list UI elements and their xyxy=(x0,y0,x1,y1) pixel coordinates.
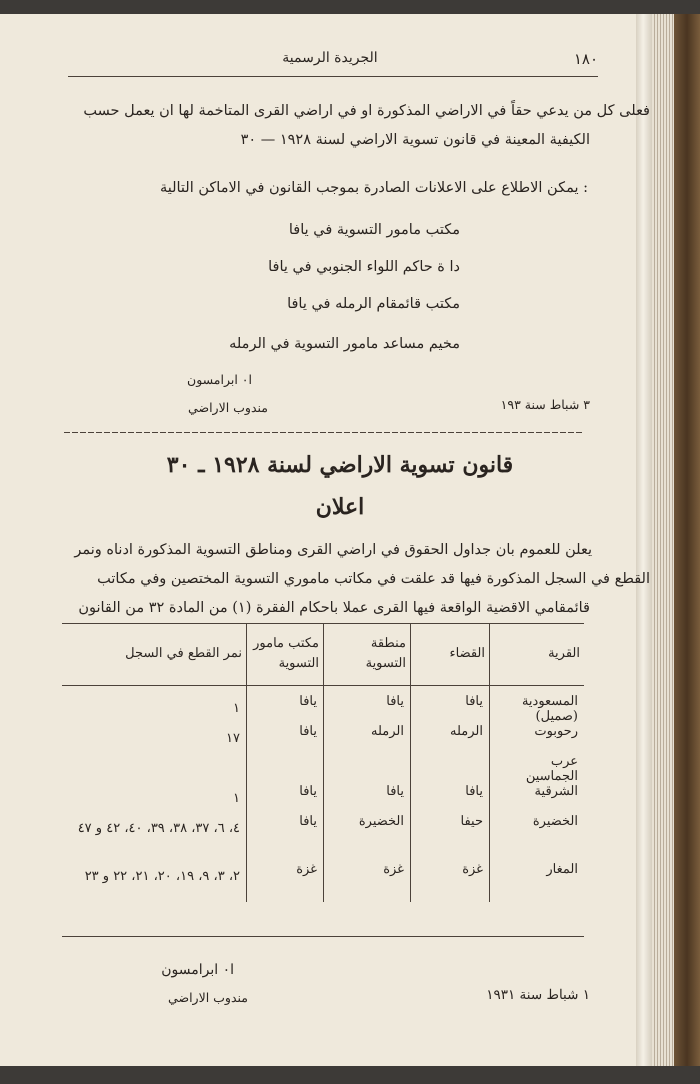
cell-office: يافا xyxy=(247,784,324,814)
cell-zone: يافا xyxy=(324,686,411,725)
table-row xyxy=(62,814,584,844)
notice-subheading: اعلان xyxy=(315,494,365,520)
cell-office: يافا xyxy=(247,724,324,754)
book-cover-edge xyxy=(674,0,700,1084)
top-border xyxy=(0,0,700,14)
notice-text-line-3: قائمقامي الاقضية الواقعة فيها القرى عملا باحكام الفقرة (١) من المادة ٣٢ من القانون xyxy=(78,600,590,616)
cell-zone: غزة xyxy=(324,844,411,902)
cell-zone: يافا xyxy=(324,784,411,814)
cell-parcels: ٤، ٦، ٣٧، ٣٨، ٣٩، ٤٠، ٤٢ و ٤٧ xyxy=(62,814,247,844)
cell-office: يافا xyxy=(247,814,324,844)
places-intro: يمكن الاطلاع على الاعلانات الصادرة بموجب القانون في الاماكن التالية : xyxy=(159,180,588,196)
page-number: ١٨٠ xyxy=(573,50,598,68)
cell-qada: الرمله xyxy=(411,724,490,754)
cell-qada: يافا xyxy=(411,784,490,814)
gazette-title: الجريدة الرسمية xyxy=(282,50,378,66)
table-header-row xyxy=(62,623,584,686)
signatory-name: ا٠ ابرامسون xyxy=(161,962,234,978)
notice-heading: قانون تسوية الاراضي لسنة ١٩٢٨ ـ ٣٠ xyxy=(166,452,514,478)
table-bottom-rule xyxy=(62,936,584,937)
cell-village: الشرقية xyxy=(534,784,578,799)
cell-qada xyxy=(411,754,490,784)
notice-text-line-2: القطع في السجل المذكورة فيها قد علقت في مكاتب ماموري التسوية المختصين وفي مكاتب xyxy=(97,571,650,587)
place-item: مكتب قائمقام الرمله في يافا xyxy=(287,296,460,312)
cell-office: غزة xyxy=(247,844,324,902)
header-rule xyxy=(68,76,598,77)
bottom-border xyxy=(0,1066,700,1084)
cell-parcels: ٢، ٣، ٩، ١٩، ٢٠، ٢١، ٢٢ و ٢٣ xyxy=(62,844,247,902)
paragraph-1-line-1: فعلى كل من يدعي حقاً في الاراضي المذكورة او في اراضي القرى المتاخمة لها ان يعمل حسب xyxy=(83,103,650,119)
col-qada: القضاء xyxy=(411,623,490,686)
table-row xyxy=(62,724,584,754)
notice-date: ٣ شباط سنة ١٩٣ xyxy=(500,397,590,412)
cell-parcels: ١٧ xyxy=(62,724,247,754)
signatory-title: مندوب الاراضي xyxy=(188,400,268,415)
section-divider xyxy=(64,432,584,433)
signatory-name: ا٠ ابرامسون xyxy=(187,372,252,387)
table-row xyxy=(62,686,584,725)
cell-office xyxy=(247,754,324,784)
col-office: مكتب مامور التسوية xyxy=(247,623,324,686)
cell-zone: الرمله xyxy=(324,724,411,754)
paragraph-1-line-2: الكيفية المعينة في قانون تسوية الاراضي لسنة ١٩٢٨ — ٣٠ xyxy=(240,132,590,148)
notice-date: ١ شباط سنة ١٩٣١ xyxy=(486,987,590,1003)
cell-qada: حيفا xyxy=(411,814,490,844)
signatory-title: مندوب الاراضي xyxy=(168,990,248,1005)
place-item: مكتب مامور التسوية في يافا xyxy=(288,222,460,238)
cell-village: المسعودية (صميل) xyxy=(521,694,578,724)
cell-qada: غزة xyxy=(411,844,490,902)
table-row xyxy=(62,784,584,814)
cell-village: المغار xyxy=(546,862,578,877)
cell-village: رحوبوت xyxy=(534,724,578,739)
cell-qada: يافا xyxy=(411,686,490,725)
cell-office: يافا xyxy=(247,686,324,725)
notice-text-line-1: يعلن للعموم بان جداول الحقوق في اراضي القرى ومناطق التسوية المذكورة ادناه ونمر xyxy=(74,542,592,558)
cell-parcels: ١ xyxy=(62,686,247,725)
table-row xyxy=(62,844,584,902)
settlement-table xyxy=(62,623,584,902)
cell-parcels xyxy=(62,754,247,784)
cell-village: الخضيرة xyxy=(532,814,578,829)
cell-zone xyxy=(324,754,411,784)
col-zone: منطقة التسوية xyxy=(324,623,411,686)
cell-zone: الخضيرة xyxy=(324,814,411,844)
col-village: القرية xyxy=(490,623,585,686)
page-edges xyxy=(652,0,674,1084)
place-item: مخيم مساعد مامور التسوية في الرمله xyxy=(229,336,460,352)
table-row xyxy=(62,754,584,784)
col-parcels: نمر القطع في السجل xyxy=(62,623,247,686)
cell-village: عرب الجماسين xyxy=(525,754,578,784)
cell-parcels: ١ xyxy=(62,784,247,814)
place-item: دا ة حاكم اللواء الجنوبي في يافا xyxy=(268,259,460,275)
